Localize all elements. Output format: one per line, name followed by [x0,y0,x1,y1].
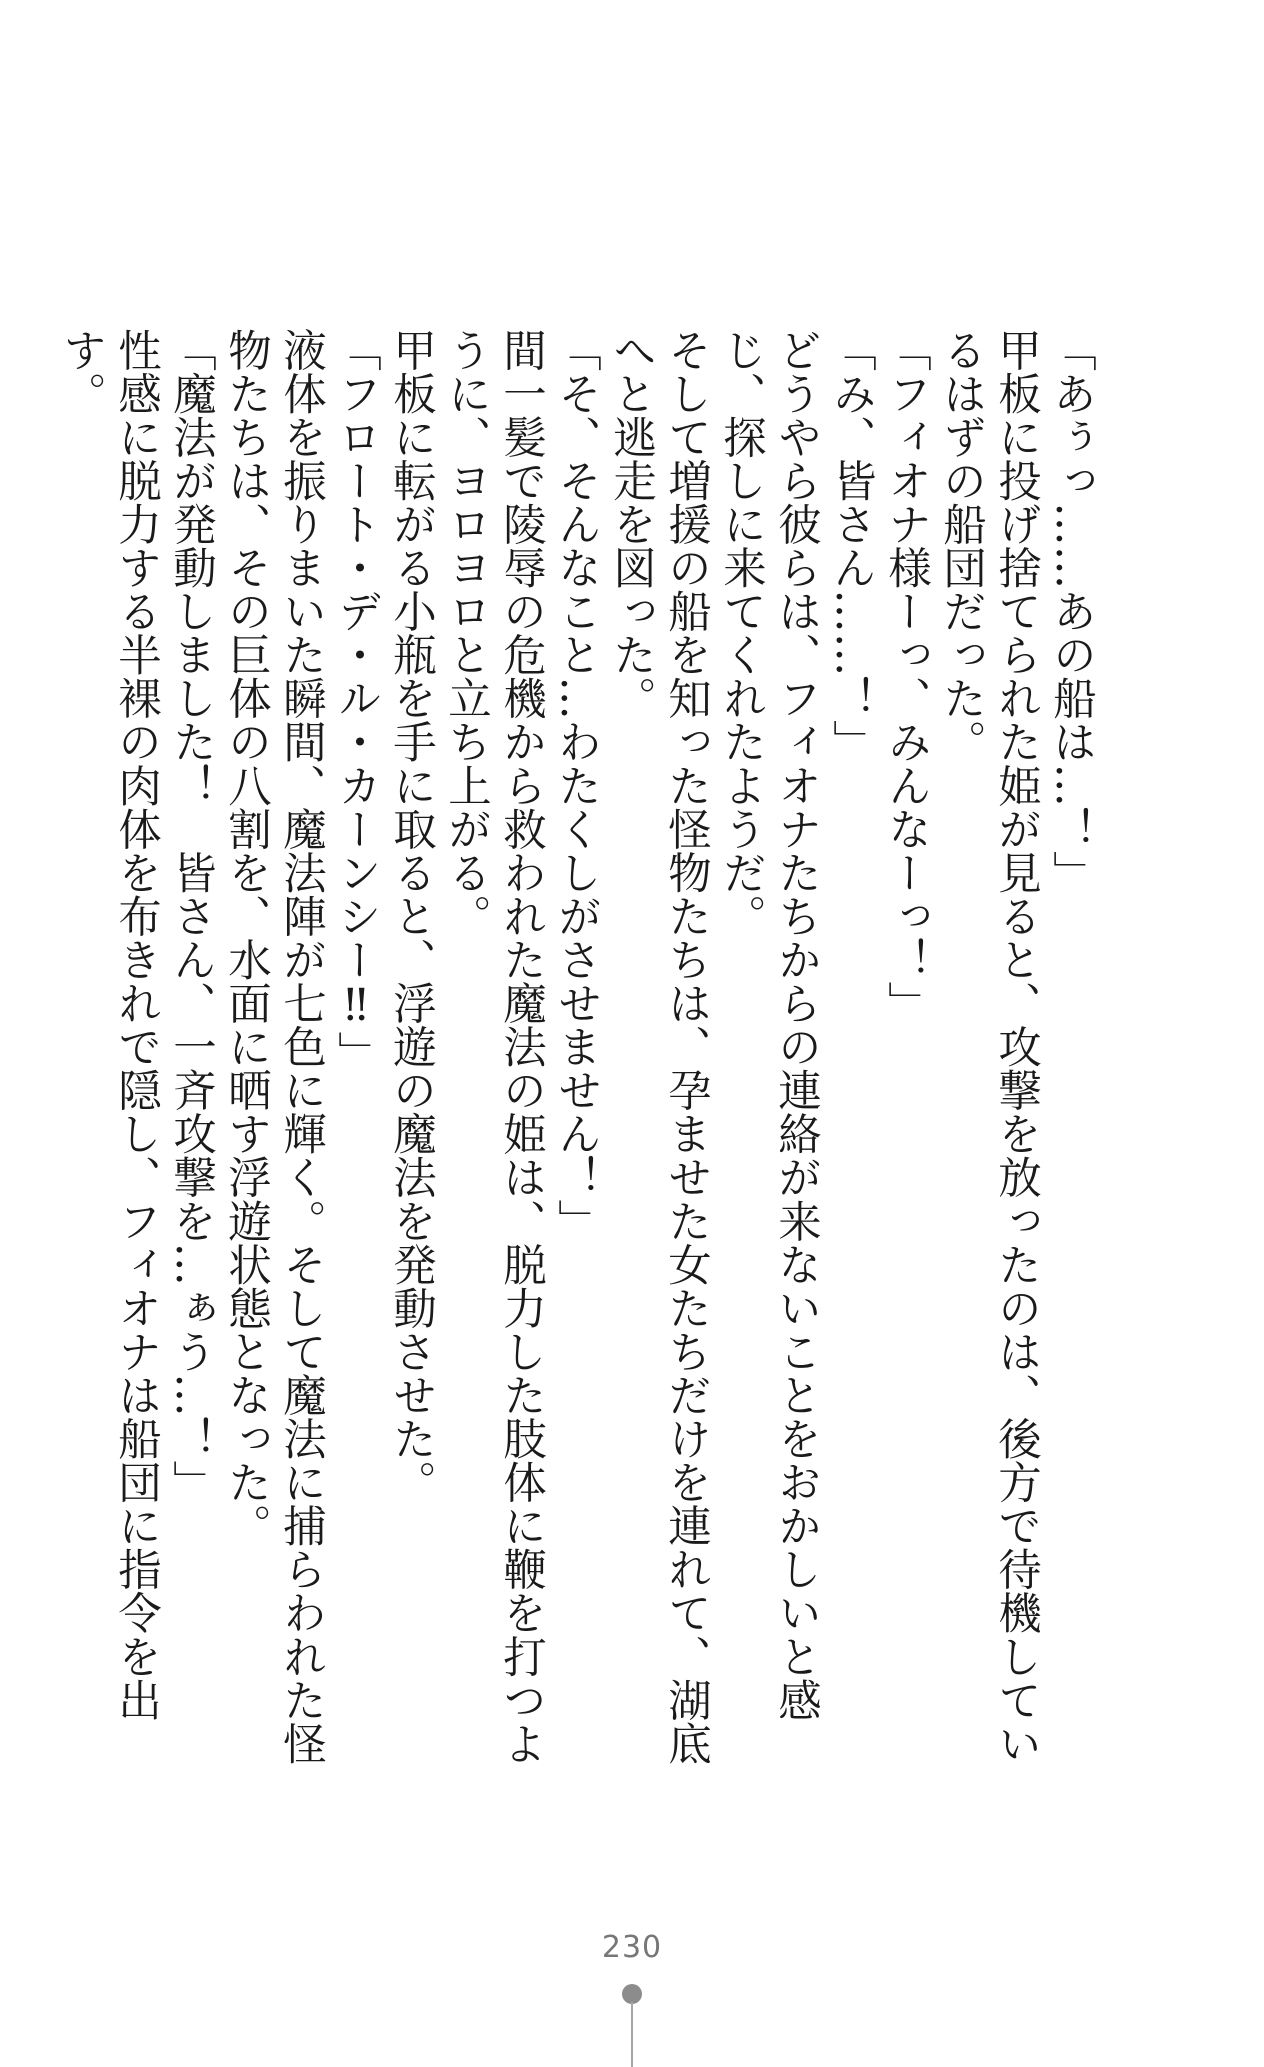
paragraph-2: 甲板に投げ捨てられた姫が見ると、攻撃を放ったのは、後方で待機しているはずの船団だった。 [936,328,1041,1766]
page-marker-line [631,2002,633,2067]
paragraph-4: 「み、皆さん……！」 [826,328,876,764]
paragraph-11: 液体を振りまいた瞬間、魔法陣が七色に輝く。そして魔法に捕らわれた怪物たちは、その巨体の八割を、水面に晒す浮遊状態となった。 [221,328,326,1766]
page-marker-dot-icon [622,1984,642,2004]
paragraph-8: 間一髪で陵辱の危機から救われた魔法の姫は、脱力した肢体に鞭を打つように、ヨロヨロと立ち上がる。 [441,328,546,1766]
vertical-text-body [56,328,1098,1798]
paragraph-3: 「フィオナ様ーっ、みんなーっ！」 [881,328,931,1025]
page-number: 230 [601,1930,663,1965]
paragraph-5: どうやら彼らは、フィオナたちからの連絡が来ないことをおかしいと感じ、探しに来てくれたようだ。 [716,328,821,1722]
paragraph-12: 「魔法が発動しました！ 皆さん、一斉攻撃を…ぁう…！」 [166,328,216,1504]
paragraph-10: 「フロート・デ・ル・カーンシー‼」 [331,328,381,1075]
paragraph-6: そして増援の船を知った怪物たちは、孕ませた女たちだけを連れて、湖底へと逃走を図った。 [606,328,711,1766]
paragraph-1: 「あぅっ……あの船は…！」 [1046,328,1096,895]
paragraph-13: 性感に脱力する半裸の肉体を布きれで隠し、フィオナは船団に指令を出す。 [56,328,161,1722]
paragraph-7: 「そ、そんなこと…わたくしがさせません！」 [551,328,601,1243]
paragraph-9: 甲板に転がる小瓶を手に取ると、浮遊の魔法を発動させた。 [386,328,436,1504]
